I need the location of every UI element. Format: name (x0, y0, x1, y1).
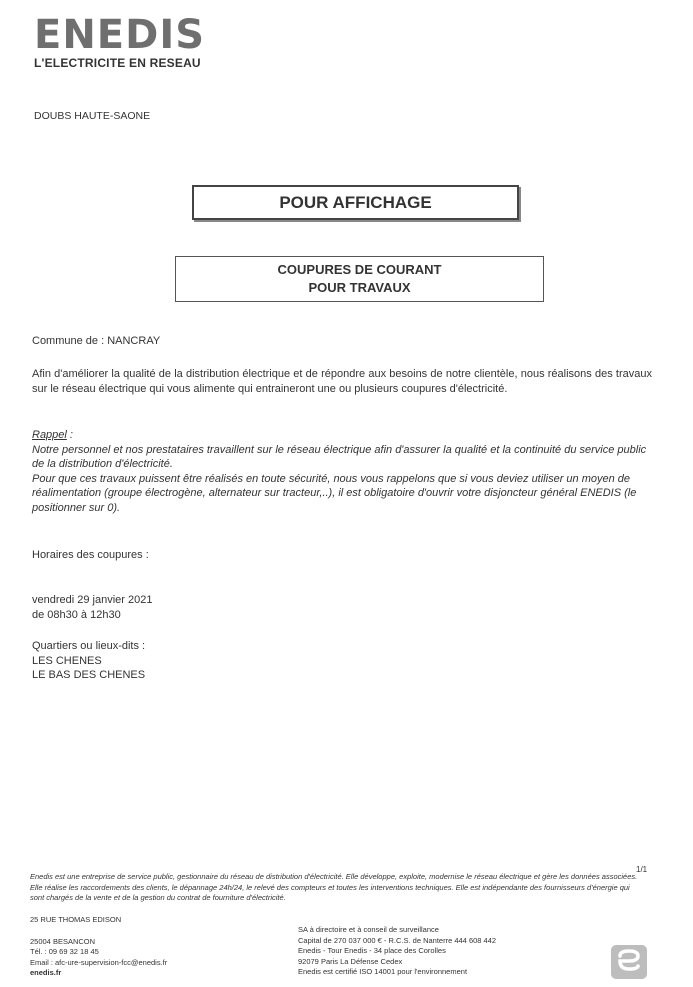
display-notice-label: POUR AFFICHAGE (279, 192, 432, 212)
outage-date: vendredi 29 janvier 2021 (32, 594, 153, 606)
notice-title-line1: COUPURES DE COURANT (277, 262, 442, 277)
notice-title-box (175, 256, 544, 302)
website-link: enedis.fr (30, 968, 62, 977)
page-number: 1/1 (636, 865, 648, 874)
contact-address (30, 915, 167, 979)
corp-line: SA à directoire et à conseil de surveillance (298, 925, 439, 934)
areas-label: Quartiers ou lieux-dits : (32, 640, 146, 652)
corp-line: 92079 Paris La Défense Cedex (298, 956, 403, 966)
reminder-colon: : (66, 429, 73, 441)
area-item: LE BAS DES CHENES (32, 669, 146, 681)
logo-tagline: L'ELECTRICITE EN RESEAU (34, 56, 201, 70)
address-city: 25004 BESANCON (30, 936, 96, 946)
display-notice-box (192, 185, 519, 220)
email-address: Email : afc-ure-supervision-fcc@enedis.fr (30, 957, 168, 967)
address-street: 25 RUE THOMAS EDISON (30, 915, 122, 924)
enedis-mini-logo-icon (610, 944, 648, 980)
schedule-block (32, 593, 152, 622)
commune-line: Commune de : NANCRAY (32, 335, 161, 347)
areas-block (32, 639, 145, 683)
outage-time: de 08h30 à 12h30 (32, 608, 121, 621)
reminder-section (32, 428, 652, 515)
region-label: DOUBS HAUTE-SAONE (34, 110, 151, 122)
notice-title-line2: POUR TRAVAUX (308, 280, 411, 295)
corporate-info (298, 925, 496, 978)
area-item: LES CHENES (32, 654, 102, 667)
reminder-paragraph-1: Notre personnel et nos prestataires travaillent sur le réseau électrique afin d'assurer la qualité et la continuité du service public de la distribution d'électricité. (32, 443, 647, 470)
reminder-paragraph-2: Pour que ces travaux puissent être réalisés en toute sécurité, nous vous rappelons que si vous deviez utiliser un moyen de réalimentation (groupe électrogène, alternateur sur tracteur,..), il est obligatoire d'ouvrir votre disjoncteur général ENEDIS (le positionner sur 0). (32, 472, 637, 514)
corp-line: Capital de 270 037 000 € - R.C.S. de Nanterre 444 608 442 (298, 935, 497, 945)
legal-notice: Enedis est une entreprise de service public, gestionnaire du réseau de distribution d'électricité. Elle développe, exploite, modernise le réseau électrique et gère les données associées. Elle réalise les raccordements des clients, le dépannage 24h/24, le relevé des compteurs et toutes les interventions techniques. Elle est indépendante des fournisseurs d'énergie qui sont chargés de la vente et de la gestion du contrat de fourniture d'électricité. (30, 872, 638, 902)
corp-line: Enedis - Tour Enedis - 34 place des Corolles (298, 946, 446, 955)
enedis-logo: ENEDIS (34, 12, 206, 58)
phone-number: Tél. : 09 69 32 18 45 (30, 947, 99, 956)
reminder-label: Rappel (32, 429, 67, 441)
corp-line: Enedis est certifié ISO 14001 pour l'environnement (298, 967, 468, 976)
intro-paragraph: Afin d'améliorer la qualité de la distribution électrique et de répondre aux besoins de notre clientèle, nous réalisons des travaux sur le réseau électrique qui vous alimente qui entraineront une ou plusieurs coupures d'électricité. (32, 368, 652, 395)
schedule-label: Horaires des coupures : (32, 549, 149, 561)
